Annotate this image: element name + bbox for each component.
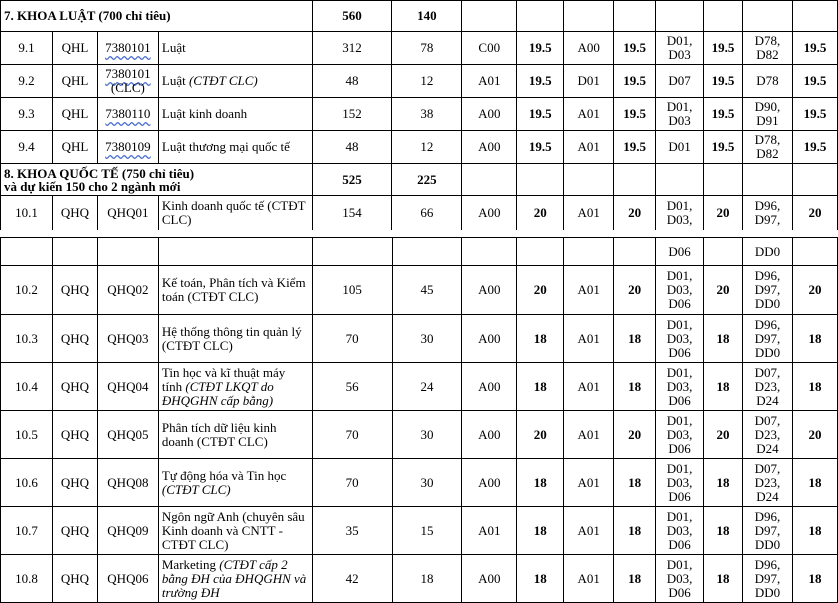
table-row: 10.5 QHQ QHQ05 Phân tích dữ liệu kinh doanh (CTĐT CLC) 70 30 A00 20 A01 20 D01, D03, D06 20 D07, D23, D24 20 xyxy=(1,411,838,459)
table-row: 9.4 QHL 7380109 Luật thương mại quốc tế 48 12 A00 19.5 A01 19.5 D01 19.5 D78, D82 19.5 xyxy=(1,131,838,164)
program-name: Ngôn ngữ Anh (chuyên sâu Kinh doanh và CNTT - CTĐT CLC) xyxy=(161,508,305,552)
program-name: Luật xyxy=(161,73,186,88)
continuation-row: D06 DD0 xyxy=(1,238,838,266)
section-quota: 560 xyxy=(312,1,392,32)
table-row: 9.1 QHL 7380101 Luật 312 78 C00 19.5 A00 19.5 D01, D03 19.5 D78, D82 19.5 xyxy=(1,32,838,65)
table-row: 9.2 QHL 7380101 (CLC) Luật (CTĐT CLC) 48 12 A01 19.5 D01 19.5 D07 19.5 D78 19.5 xyxy=(1,65,838,98)
table-row: 10.6 QHQ QHQ08 Tự động hóa và Tin học (CTĐT CLC) 70 30 A00 18 A01 18 D01, D03, D06 18 D07, D23, D24 18 xyxy=(1,459,838,507)
table-row: 10.4 QHQ QHQ04 Tin học và kĩ thuật máy tính (CTĐT LKQT do ĐHQGHN cấp bằng) 56 24 A00 18 A01 18 D01, D03, D06 18 D07, D23, D24 18 xyxy=(1,363,838,411)
table-row: 10.8 QHQ QHQ06 Marketing (CTĐT cấp 2 bằng ĐH của ĐHQGHN và trường ĐH 42 18 A00 18 A01 18 D01, D03, D06 18 D96, D97, DD0 18 xyxy=(1,555,838,603)
program-name: Luật xyxy=(161,40,186,55)
section-title: 8. KHOA QUỐC TẾ (750 chỉ tiêu) và dự kiến 150 cho 2 ngành mới xyxy=(1,164,313,196)
table-row: 10.3 QHQ QHQ03 Hệ thống thông tin quản lý (CTĐT CLC) 70 30 A00 18 A01 18 D01, D03, D06 18 D96, D97, DD0 18 xyxy=(1,315,838,363)
admission-table-top xyxy=(0,0,838,231)
table-row: 9.3 QHL 7380110 Luật kinh doanh 152 38 A00 19.5 A01 19.5 D01, D03 19.5 D90, D91 19.5 xyxy=(1,98,838,131)
program-code: 7380109 xyxy=(105,139,151,154)
section-header-row xyxy=(1,1,838,32)
program-name: Luật thương mại quốc tế xyxy=(161,139,290,154)
page-break xyxy=(0,230,838,237)
section-title: 7. KHOA LUẬT (700 chỉ tiêu) xyxy=(1,1,313,32)
program-name: Phân tích dữ liệu kinh doanh (CTĐT CLC) xyxy=(161,419,277,449)
program-code: 7380101 xyxy=(105,66,151,81)
program-name: Hệ thống thông tin quản lý (CTĐT CLC) xyxy=(161,323,302,353)
program-name: Kế toán, Phân tích và Kiểm toán (CTĐT CLC) xyxy=(161,275,306,304)
table-row: 10.2 QHQ QHQ02 Kế toán, Phân tích và Kiểm toán (CTĐT CLC) 105 45 A00 20 A01 20 D01, D03, D06 20 D96, D97, DD0 20 xyxy=(1,266,838,315)
section-other: 140 xyxy=(392,1,462,32)
program-code: 7380101 xyxy=(105,40,151,55)
admission-table-bottom xyxy=(0,237,838,603)
program-name: Marketing xyxy=(161,556,217,572)
table-row: 10.1 QHQ QHQ01 Kinh doanh quốc tế (CTĐT CLC) 154 66 A00 20 A01 20 D01, D03, 20 D96, D97, 20 xyxy=(1,196,838,231)
program-name: Tin học và kĩ thuật máy tính xyxy=(161,364,286,394)
section-quota: 525 xyxy=(312,164,392,196)
program-code: 7380110 xyxy=(105,106,151,121)
section-other: 225 xyxy=(392,164,462,196)
section-header-row xyxy=(1,164,838,196)
program-name: Tự động hóa và Tin học xyxy=(161,467,287,483)
program-name: Luật kinh doanh xyxy=(161,106,248,121)
table-row: 10.7 QHQ QHQ09 Ngôn ngữ Anh (chuyên sâu Kinh doanh và CNTT - CTĐT CLC) 35 15 A01 18 A01 18 D01, D03, D06 18 D96, D97, DD0 18 xyxy=(1,507,838,555)
